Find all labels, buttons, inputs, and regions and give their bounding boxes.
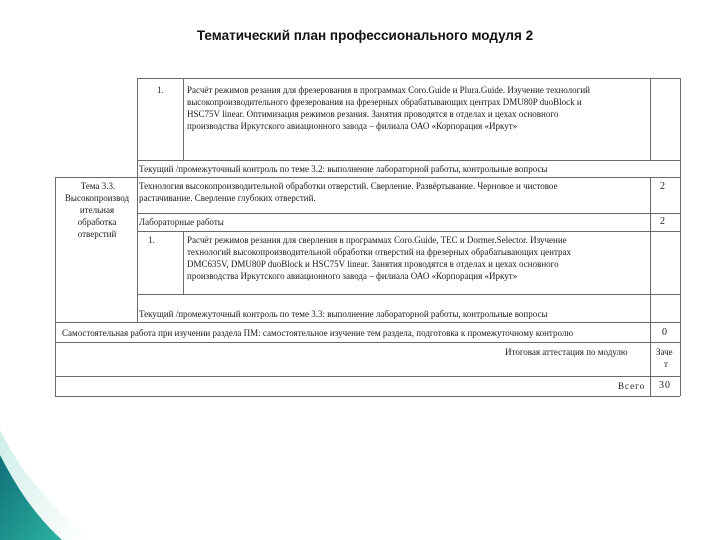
item2-number: 1. xyxy=(148,235,155,245)
table-line xyxy=(55,177,56,396)
self-work-text: Самостоятельная работа при изучении раздела ПМ: самостоятельное изучение тем раздела, подготовка к промежуточному контролю xyxy=(62,328,574,338)
theme-3-3-line: обработка xyxy=(77,217,117,227)
theme-3-3-line: Высокопроизвод xyxy=(64,193,130,203)
table-line xyxy=(55,376,680,377)
table-line xyxy=(137,78,138,322)
page-title: Тематический план профессионального модуля 2 xyxy=(196,28,534,43)
table-line xyxy=(650,78,651,160)
table-line xyxy=(55,177,680,178)
table-line xyxy=(137,231,680,232)
theme-3-3-line: Тема 3.3. xyxy=(80,181,116,191)
table-line xyxy=(55,322,680,323)
item1-text-line: HSC75V linear. Оптимизация режимов резания. Занятия проводятся в отделах и цехах основного xyxy=(187,109,559,119)
total-value: 30 xyxy=(659,380,671,391)
total-label: Всего xyxy=(618,381,646,391)
attestation-value-line: т xyxy=(664,359,668,369)
tech-hours: 2 xyxy=(660,181,665,192)
table-line xyxy=(137,294,680,295)
tech-text-line: Технология высокопроизводительной обработки отверстий. Сверление. Развёртывание. Черновое и чистовое xyxy=(139,181,558,191)
item1-text-line: Расчёт режимов резания для фрезерования в программах Coro.Guide и Plura.Guide. Изучение технологий xyxy=(187,85,590,95)
lab-label: Лабораторные работы xyxy=(139,217,224,227)
table-line xyxy=(55,396,680,397)
lab-hours: 2 xyxy=(660,216,665,227)
table-line xyxy=(137,213,680,214)
theme-3-3-line: ительная xyxy=(79,205,115,215)
item2-text-line: производства Иркутского авиационного завода – филиала ОАО «Корпорация «Иркут» xyxy=(187,271,518,281)
control-3-2: Текущий /промежуточный контроль по теме 3.2: выполнение лабораторной работы, контрольные вопросы xyxy=(139,164,548,174)
attestation-value-line: Заче xyxy=(656,347,673,357)
table-line xyxy=(680,78,681,396)
table-line xyxy=(183,78,184,160)
table-line xyxy=(55,342,680,343)
item1-text-line: производства Иркутского авиационного завода – филиала ОАО «Корпорация «Иркут» xyxy=(187,121,518,131)
control-3-3: Текущий /промежуточный контроль по теме 3.3: выполнение лабораторной работы, контрольные вопросы xyxy=(139,309,548,319)
item1-text-line: высокопроизводительного фрезерования на фрезерных обрабатывающих центрах DMU80P duoBlock и xyxy=(187,97,582,107)
self-work-hours: 0 xyxy=(662,327,667,338)
table-line xyxy=(183,231,184,294)
table-line xyxy=(137,78,680,79)
table-line xyxy=(137,160,680,161)
item1-number: 1. xyxy=(157,85,164,95)
item2-text-line: DMC635V, DMU80P duoBlock и HSC75V linear. Занятия проводятся в отделах и цехах основного xyxy=(187,259,559,269)
tech-text-line: растачивание. Сверление глубоких отверстий. xyxy=(139,193,316,203)
attestation-label: Итоговая аттестация по модулю xyxy=(505,347,628,357)
item2-text-line: Расчёт режимов резания для сверления в программах Coro.Guide, TEC и Dormer.Selector. Изучение xyxy=(187,235,567,245)
table-line xyxy=(650,177,651,396)
item2-text-line: технологий высокопроизводительной обработки отверстий на фрезерных обрабатывающих центрах xyxy=(187,247,571,257)
theme-3-3-line: отверстий xyxy=(77,229,117,239)
